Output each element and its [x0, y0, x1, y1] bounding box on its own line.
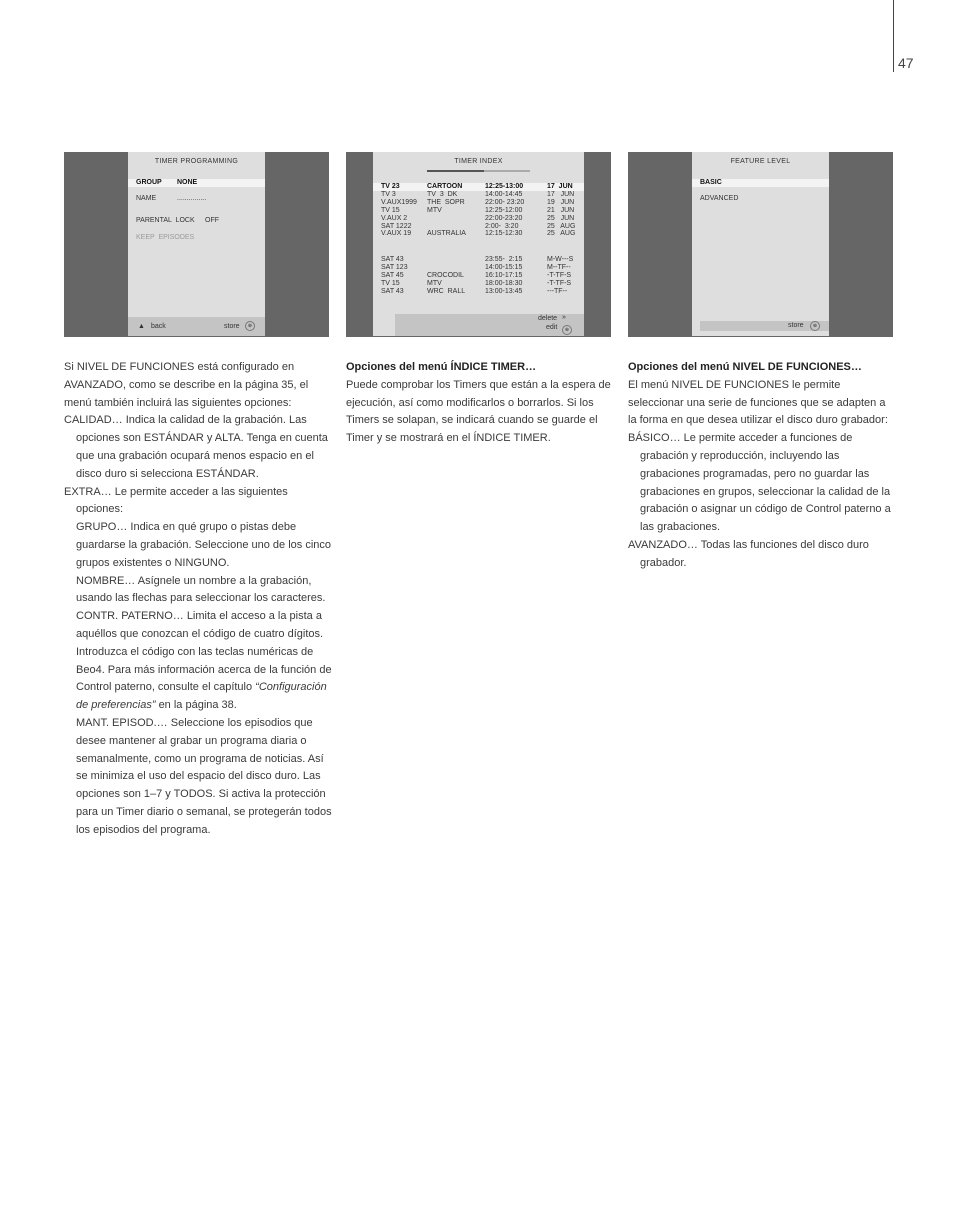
timer-time-cell: 12:25-13:00: [485, 183, 524, 190]
name-label: NAME: [136, 195, 157, 202]
page-edge-line: [893, 0, 894, 72]
globe-icon: ⊕: [810, 321, 820, 331]
timer-date-cell: 25 AUG: [547, 230, 576, 238]
timer-prog-cell: CROCODIL: [427, 271, 464, 279]
timer-time-cell: 12:15-12:30: [485, 230, 523, 238]
timer-src-cell: SAT 123: [381, 263, 408, 271]
timer-programming-screenshot: [64, 152, 329, 337]
store-label: store: [788, 322, 804, 329]
avanzado-term: AVANZADO… Todas las funciones del disco duro: [628, 538, 869, 551]
timer-date-cell: 17 JUN: [547, 190, 575, 198]
timer-src-cell: SAT 1222: [381, 222, 412, 230]
timer-time-cell: 23:55- 2:15: [485, 256, 523, 263]
feature-level-menu: [692, 152, 829, 336]
name-value: ...............: [177, 195, 207, 202]
timer-time-cell: 2:00- 3:20: [485, 222, 519, 230]
menu-title: TIMER INDEX: [454, 158, 503, 165]
timer-time-cell: 12:25-12:00: [485, 206, 523, 214]
timer-time-cell: 13:00-13:45: [485, 287, 523, 295]
globe-icon: ⊕: [562, 325, 572, 335]
globe-icon: ⊕: [245, 321, 255, 331]
advanced-option: ADVANCED: [700, 195, 739, 202]
timer-src-cell: SAT 43: [381, 256, 404, 263]
up-arrow-icon: ▲: [138, 323, 145, 330]
timer-prog-cell: TV 3 DK: [427, 190, 458, 198]
extra-description: opciones:: [76, 503, 124, 516]
section-heading: Opciones del menú NIVEL DE FUNCIONES…: [628, 361, 862, 373]
timer-date-cell: 19 JUN: [547, 198, 575, 206]
calidad-description: opciones son ESTÁNDAR y ALTA. Tenga en cuenta que una grabación ocupará menos espacio en el disco duro si selecciona ESTÁNDAR.: [76, 432, 328, 480]
timer-prog-cell: MTV: [427, 206, 442, 214]
column-3-text: [628, 359, 896, 573]
column-1-text: [64, 359, 332, 840]
timer-time-cell: 18:00-18:30: [485, 279, 523, 287]
menu-title: FEATURE LEVEL: [730, 158, 791, 165]
parental-lock-value: OFF: [205, 217, 219, 224]
keep-episodes-label: KEEP EPISODES: [136, 234, 195, 241]
timer-src-cell: TV 3: [381, 190, 396, 198]
timer-date-cell: -T-TF-S: [547, 271, 572, 279]
nombre-item: NOMBRE… Asígnele un nombre a la grabación, usando las flechas para seleccionar los caracteres.: [76, 574, 326, 605]
timer-src-cell: TV 15: [381, 206, 400, 214]
timer-date-cell: M-W---S: [547, 256, 574, 263]
menu-footer: [395, 314, 584, 336]
contr-reference: “Configuración de preferencias”: [76, 681, 327, 712]
timer-src-cell: SAT 43: [381, 287, 404, 295]
feature-level-screenshot: [628, 152, 893, 337]
timer-prog-cell: AUSTRALIA: [427, 230, 466, 238]
timer-prog-cell: CARTOON: [427, 183, 463, 190]
group-value: NONE: [177, 179, 198, 186]
timer-index-screenshot: [346, 152, 611, 337]
timer-time-cell: 14:00-14:45: [485, 190, 523, 198]
timer-prog-cell: MTV: [427, 279, 442, 287]
menu-footer: [128, 317, 265, 336]
menu-footer: [700, 321, 829, 331]
timer-date-cell: -T-TF-S: [547, 279, 572, 287]
fast-forward-icon: »: [562, 314, 566, 321]
timer-time-cell: 14:00-15:15: [485, 263, 523, 271]
timer-prog-cell: WRC RALL: [427, 287, 466, 295]
menu-title: TIMER PROGRAMMING: [154, 158, 239, 165]
column-2-text: [346, 359, 614, 448]
timer-programming-menu: [128, 152, 265, 336]
tab-indicator: [484, 170, 530, 172]
parental-lock-label: PARENTAL LOCK: [136, 217, 195, 224]
timer-time-cell: 22:00- 23:20: [485, 198, 525, 206]
page-number: 47: [898, 55, 914, 71]
timer-src-cell: TV 15: [381, 279, 400, 287]
extra-term: EXTRA… Le permite acceder a las siguientes: [64, 485, 288, 498]
edit-label: edit: [546, 324, 558, 331]
timer-src-cell: V.AUX 2: [381, 214, 408, 222]
timer-index-menu: [373, 152, 584, 336]
timer-date-cell: 21 JUN: [547, 206, 575, 214]
intro-paragraph: El menú NIVEL DE FUNCIONES le permite seleccionar una serie de funciones que se adapten a la forma en que desea utilizar el disco duro grabador:: [628, 378, 888, 427]
intro-paragraph: Si NIVEL DE FUNCIONES está configurado en AVANZADO, como se describe en la página 35, el menú también incluirá las siguientes opciones:: [64, 361, 309, 409]
timer-date-cell: 25 JUN: [547, 214, 575, 222]
timer-date-cell: ---TF--: [547, 287, 568, 295]
contr-item: CONTR. PATERNO… Limita el acceso a la pista a aquéllos que conozcan el código de cuatro dígitos. Introduzca el código con las teclas numéricas de Beo4. Para más información acerca de la función de Control paterno, consulte el capítulo “Configuración de preferencias” en la página 38.: [76, 610, 332, 712]
timer-time-cell: 22:00-23:20: [485, 214, 523, 222]
calidad-term: CALIDAD… Indica la calidad de la grabación. Las: [64, 414, 307, 427]
tab-indicator-active: [427, 170, 484, 172]
body-paragraph: Puede comprobar los Timers que están a la espera de ejecución, así como modificarlos o borrarlos. Si los Timers se solapan, se indicará cuando se guarde el Timer y se mostrará en el ÍNDICE TIMER.: [346, 378, 611, 445]
store-label: store: [224, 323, 240, 330]
timer-src-cell: V.AUX1999: [381, 198, 417, 206]
timer-date-cell: 25 AUG: [547, 222, 576, 230]
timer-prog-cell: THE SOPR: [427, 198, 465, 206]
timer-time-cell: 16:10-17:15: [485, 271, 523, 279]
timer-date-cell: M--TF--: [547, 263, 571, 271]
section-heading: Opciones del menú ÍNDICE TIMER…: [346, 361, 537, 373]
avanzado-description: grabador.: [640, 556, 687, 569]
timer-src-cell: TV 23: [381, 183, 400, 190]
mant-item: MANT. EPISOD.… Seleccione los episodios que desee mantener al grabar un programa diaria o semanalmente, como un programa de noticias. Así se minimiza el uso del espacio del disco duro. Las opciones son 1–7 y TODOS. Si activa la protección para un Timer diario o semanal, se protegerán todos los episodios del programa.: [76, 716, 332, 836]
basico-term: BÁSICO… Le permite acceder a funciones de: [628, 432, 853, 445]
timer-date-cell: 17 JUN: [547, 183, 573, 190]
timer-src-cell: SAT 45: [381, 271, 404, 279]
basic-option: BASIC: [700, 179, 722, 186]
grupo-item: GRUPO… Indica en qué grupo o pistas debe guardarse la grabación. Seleccione uno de los cinco grupos existentes o NINGUNO.: [76, 521, 331, 569]
group-label: GROUP: [136, 179, 162, 186]
back-label: back: [151, 323, 166, 330]
timer-src-cell: V.AUX 19: [381, 230, 412, 238]
basico-description: grabación y reproducción, incluyendo las grabaciones programadas, pero no guardar las grabaciones en grupos, seleccionar la calidad de la grabación o asignar un código de Control paterno a las grabaciones.: [640, 449, 891, 534]
delete-label: delete: [538, 315, 558, 322]
